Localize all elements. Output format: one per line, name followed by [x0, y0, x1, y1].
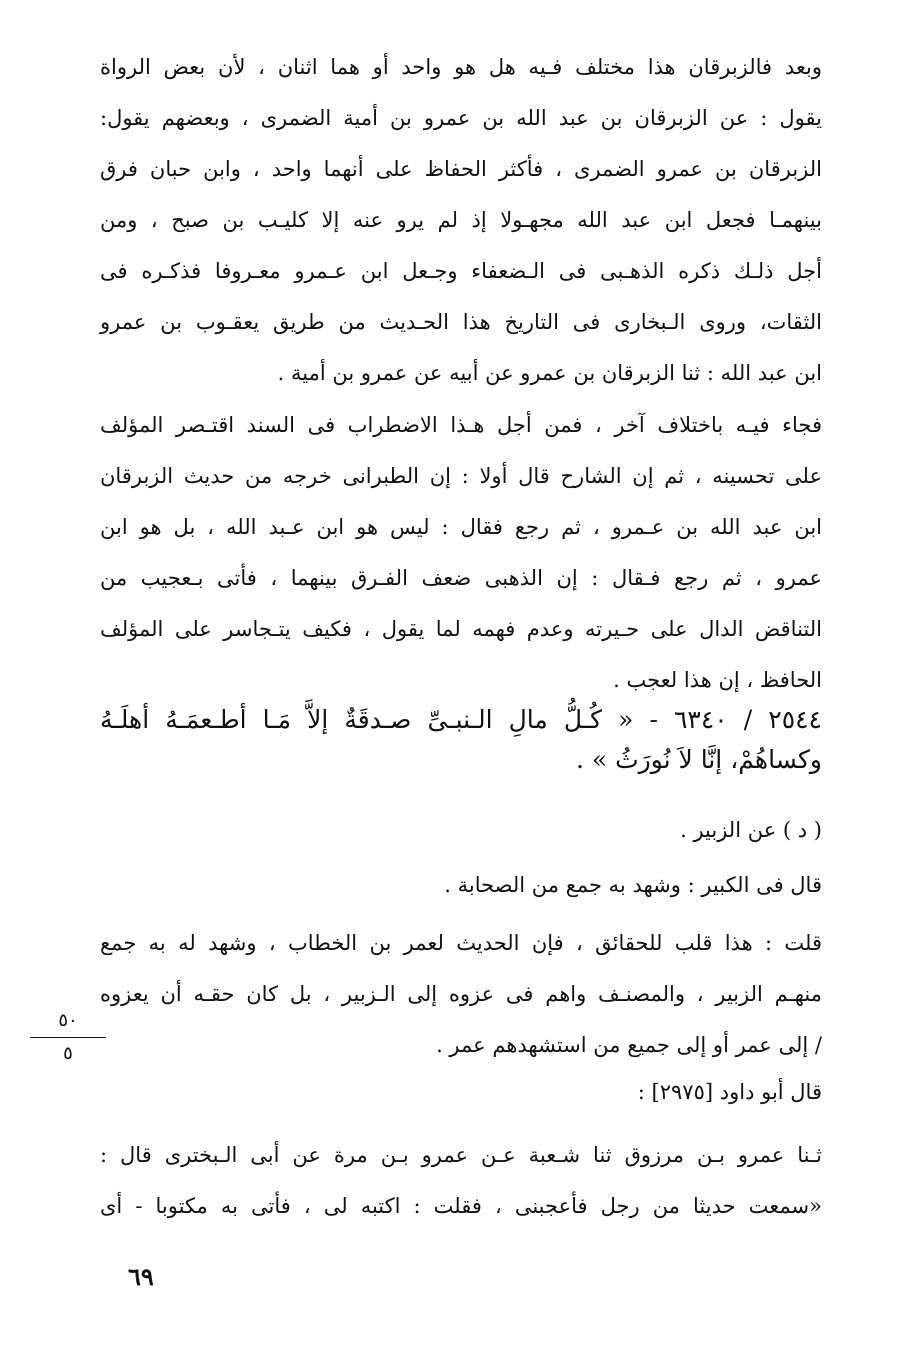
- margin-folio-rule: [30, 1037, 106, 1038]
- kabir-quote: قال فى الكبير : وشهد به جمع من الصحابة .: [444, 873, 822, 897]
- margin-folio-marker: [30, 1010, 106, 1065]
- paragraph-4-line: ثـنا عمرو بـن مرزوق ثنا شـعبة عـن عمرو بـن مرة عن أبى الـبخترى قال :: [100, 1143, 822, 1167]
- paragraph-4-line: «سمعت حديثا من رجل فأعجبنى ، فقلت : اكتبه لى ، فأتى به مكتوبا - أى: [100, 1194, 822, 1218]
- paragraph-1-line: يقول : عن الزبرقان بن عبد الله بن عمرو بن أمية الضمرى ، وبعضهم يقول:: [100, 106, 822, 130]
- paragraph-1-line: الثقات، وروى الـبخارى فى التاريخ هذا الحـديث من طريق يعقـوب بن عمرو: [100, 310, 822, 334]
- paragraph-4: [100, 1130, 822, 1232]
- paragraph-3: [100, 918, 822, 1071]
- page-number: ٦٩: [128, 1262, 154, 1291]
- paragraph-3-line: قلت : هذا قلب للحقائق ، فإن الحديث لعمر بن الخطاب ، وشهد له به جمع: [100, 931, 822, 955]
- paragraph-1-line: ابن عبد الله : ثنا الزبرقان بن عمرو عن أبيه عن عمرو بن أمية .: [277, 361, 822, 385]
- margin-folio-bottom: ٥: [63, 1043, 73, 1064]
- margin-folio-top: ٥٠: [58, 1010, 78, 1031]
- paragraph-1: [100, 42, 822, 399]
- paragraph-2-line: التناقض الدال على حـيرته وعدم فهمه لما يقول ، فكيف يتـجاسر على المؤلف: [100, 617, 822, 641]
- paragraph-2-line: فجاء فيـه باختلاف آخر ، فمن أجل هـذا الاضطراب فى السند اقتـصر المؤلف: [100, 413, 822, 437]
- paragraph-3-line: / إلى عمر أو إلى جميع من استشهدهم عمر .: [436, 1033, 822, 1057]
- source-attribution: ( د ) عن الزبير .: [680, 818, 822, 842]
- paragraph-1-line: الزبرقان بن عمرو الضمرى ، فأكثر الحفاظ على أنهما واحد ، وابن حبان فرق: [100, 157, 822, 181]
- paragraph-2: [100, 400, 822, 706]
- paragraph-2-line: ابن عبد الله بن عـمرو ، ثم رجع فقال : ليس هو ابن عـبد الله ، بل هو ابن: [100, 515, 822, 539]
- hadith-line: ٢٥٤٤ / ٦٣٤٠ - « كُـلُّ مالِ الـنبـىِّ صـدقَةٌ إلاَّ مَـا أطـعمَـهُ أهلَـهُ: [100, 705, 822, 734]
- paragraph-3-line: منهـم الزبير ، والمصنـف واهم فى عزوه إلى الـزبير ، بل كان حقـه أن يعزوه: [100, 982, 822, 1006]
- abu-dawud-heading: قال أبو داود [٢٩٧٥] :: [637, 1080, 822, 1104]
- hadith-text: [100, 700, 822, 780]
- paragraph-2-line: عمرو ، ثم رجع فـقال : إن الذهبى ضعف الفـرق بينهما ، فأتى بـعجيب من: [100, 566, 822, 590]
- paragraph-2-line: الحافظ ، إن هذا لعجب .: [613, 668, 822, 692]
- paragraph-1-line: أجل ذلـك ذكره الذهـبى فى الـضعفاء وجـعل ابن عـمرو معـروفا فذكـره فى: [100, 259, 822, 283]
- paragraph-2-line: على تحسينه ، ثم إن الشارح قال أولا : إن الطبرانى خرجه من حديث الزبرقان: [100, 464, 822, 488]
- paragraph-1-line: وبعد فالزبرقان هذا مختلف فـيه هل هو واحد أو هما اثنان ، لأن بعض الرواة: [100, 55, 822, 79]
- paragraph-1-line: بينهمـا فجعل ابن عبد الله مجهـولا إذ لم يرو عنه إلا كليـب بن صبح ، ومن: [100, 208, 822, 232]
- hadith-line: وكساهُمْ، إنَّا لاَ نُورَثُ » .: [575, 745, 822, 774]
